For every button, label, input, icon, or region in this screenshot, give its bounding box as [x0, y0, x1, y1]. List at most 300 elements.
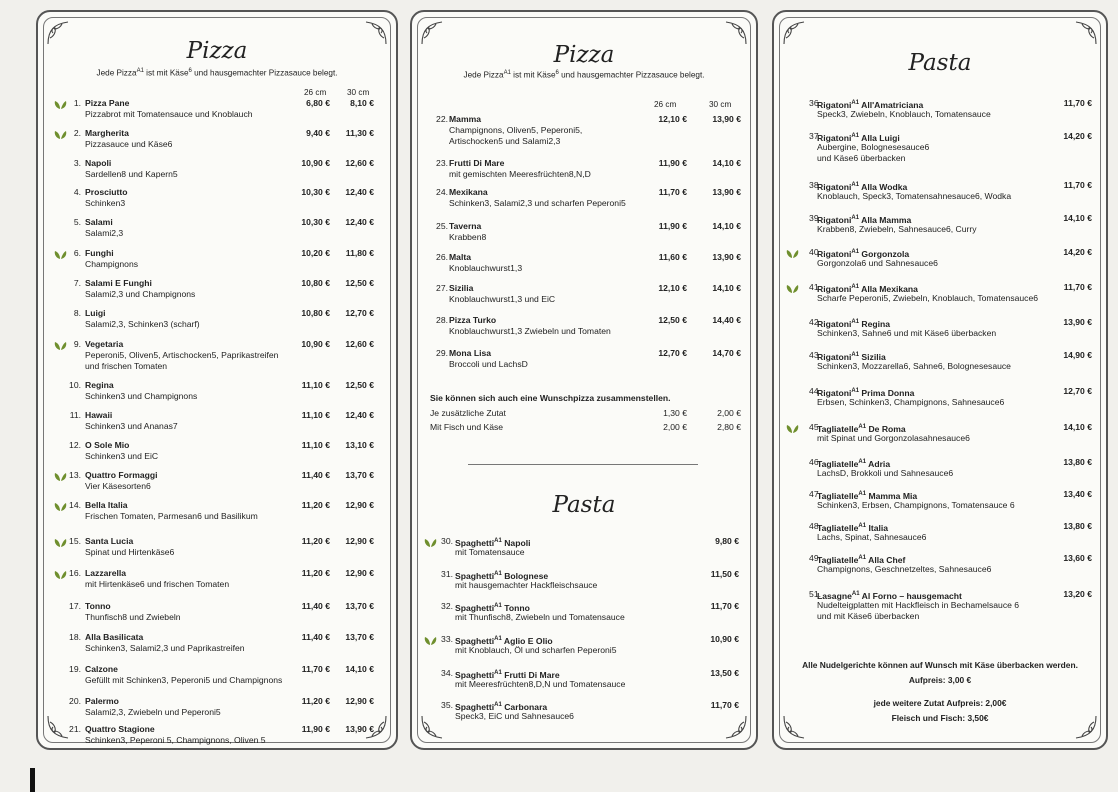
price-26cm: 10,90 €	[301, 339, 330, 349]
item-number: 49.	[809, 553, 821, 563]
ornament-icon	[782, 20, 808, 46]
item-number: 2.	[73, 128, 81, 138]
item-name: Spaghetti$^{A1}$ Aglio E Olio	[455, 635, 553, 646]
menu-item	[774, 282, 1106, 312]
item-description: Speck3, Zwiebeln, Knoblauch, Tomatensauce	[817, 109, 991, 119]
item-description: Knoblauch, Speck3, Tomatensahnesauce6, Wodka	[817, 191, 1012, 201]
price-26cm: 6,80 €	[306, 98, 330, 108]
price: 13,50 €	[710, 668, 739, 678]
item-number: 43.	[809, 350, 821, 360]
menu-item	[774, 553, 1106, 583]
price-30cm: 13,90 €	[345, 724, 374, 734]
item-description: Spinat und Hirtenkäse6	[85, 547, 175, 557]
item-number: 16.	[69, 568, 81, 578]
item-name: Prosciutto	[85, 187, 128, 197]
price-26cm: 9,40 €	[306, 128, 330, 138]
price-26cm: 11,10 €	[301, 440, 330, 450]
item-name: Spaghetti$^{A1}$ Tonno	[455, 602, 530, 613]
item-description: Salami2,3	[85, 228, 124, 238]
item-name: Spaghetti$^{A1}$ Frutti Di Mare	[455, 669, 560, 680]
price-26cm: 11,40 €	[301, 632, 330, 642]
size-header-26: 26 cm	[304, 88, 327, 97]
item-name: Regina	[85, 380, 114, 390]
menu-item	[774, 350, 1106, 380]
item-description: Schinken3, Erbsen, Champignons, Tomatensauce 6	[817, 500, 1015, 510]
menu-item	[412, 634, 756, 664]
menu-item	[412, 668, 756, 698]
item-description: Schinken3, Peperoni 5, Champignons, Oliven 5	[85, 735, 266, 745]
item-name: Bella Italia	[85, 500, 128, 510]
menu-subtitle: Jede Pizza$^{A1}$ ist mit Käse$^6$ und hausgemachter Pizzasauce belegt.	[96, 68, 338, 78]
price-30cm: 12,50 €	[345, 380, 374, 390]
price: 13,60 €	[1063, 553, 1092, 563]
price: 13,90 €	[1063, 317, 1092, 327]
item-number: 23.	[436, 158, 448, 168]
section-title-pizza: Pizza	[186, 38, 248, 64]
price-30cm: 14,10 €	[712, 283, 741, 293]
menu-item	[774, 131, 1106, 161]
item-name: Alla Basilicata	[85, 632, 144, 642]
item-number: 12.	[69, 440, 81, 450]
item-number: 11.	[69, 410, 81, 420]
item-name: Salami	[85, 217, 113, 227]
menu-item	[38, 248, 396, 278]
item-number: 28.	[436, 315, 448, 325]
leaf-icon	[786, 424, 799, 434]
price-30cm: 13,70 €	[345, 632, 374, 642]
item-name: Sizilia	[449, 283, 474, 293]
menu-item	[38, 536, 396, 566]
price-30cm: 13,90 €	[712, 114, 741, 124]
item-description: Frischen Tomaten, Parmesan6 und Basilikum	[85, 511, 258, 521]
item-description: Nudelteigplatten mit Hackfleisch in Bechamelsauce 6	[817, 600, 1020, 610]
item-number: 8.	[73, 308, 81, 318]
item-description: Artischocken5 und Salami2,3	[449, 136, 561, 146]
item-number: 3.	[73, 158, 81, 168]
menu-item	[774, 422, 1106, 452]
price-26cm: 11,20 €	[301, 500, 330, 510]
price-30cm: 11,30 €	[345, 128, 374, 138]
wunschpizza-heading: Sie können sich auch eine Wunschpizza zusammenstellen.	[430, 393, 671, 403]
price: 14,10 €	[1063, 213, 1092, 223]
price: 13,40 €	[1063, 489, 1092, 499]
menu-item	[38, 470, 396, 500]
item-description: LachsD, Brokkoli und Sahnesauce6	[817, 468, 954, 478]
section-title-pasta: Pasta	[552, 492, 616, 518]
item-description: Schinken3 und Champignons	[85, 391, 198, 401]
price-26cm: 10,20 €	[301, 248, 330, 258]
price-26cm: 12,10 €	[658, 114, 687, 124]
extra-price-30cm: 2,80 €	[717, 422, 741, 432]
item-name: Tagliatelle$^{A1}$ De Roma	[817, 423, 906, 434]
price: 13,80 €	[1063, 521, 1092, 531]
menu-item	[38, 308, 396, 338]
item-description: mit Spinat und Gorgonzolasahnesauce6	[817, 433, 970, 443]
item-name: Rigatoni$^{A1}$ Alla Wodka	[817, 181, 908, 192]
item-description: Gorgonzola6 und Sahnesauce6	[817, 258, 938, 268]
menu-item	[412, 221, 756, 251]
price-30cm: 12,90 €	[345, 568, 374, 578]
price: 11,70 €	[710, 700, 739, 710]
item-number: 4.	[73, 187, 81, 197]
item-name: Pizza Pane	[85, 98, 130, 108]
menu-item	[38, 500, 396, 530]
price-26cm: 11,90 €	[658, 158, 687, 168]
price-30cm: 14,70 €	[712, 348, 741, 358]
item-name: Quattro Stagione	[85, 724, 155, 734]
item-description: Erbsen, Schinken3, Champignons, Sahnesauce6	[817, 397, 1005, 407]
price-30cm: 13,70 €	[345, 601, 374, 611]
item-number: 30.	[441, 536, 453, 546]
item-name: Tagliatelle$^{A1}$ Adria	[817, 458, 891, 469]
menu-item	[38, 128, 396, 158]
menu-item	[774, 247, 1106, 277]
item-description: Champignons, Geschnetzeltes, Sahnesauce6	[817, 564, 992, 574]
price-26cm: 10,30 €	[301, 217, 330, 227]
item-name: Spaghetti$^{A1}$ Napoli	[455, 537, 531, 548]
price: 14,20 €	[1063, 131, 1092, 141]
price-26cm: 11,40 €	[301, 601, 330, 611]
price-26cm: 10,80 €	[301, 308, 330, 318]
item-number: 39.	[809, 213, 821, 223]
item-description: und mit Käse6 überbacken	[817, 611, 920, 621]
price-26cm: 11,70 €	[301, 664, 330, 674]
menu-item	[412, 601, 756, 631]
menu-item	[38, 217, 396, 247]
item-description: mit Knoblauch, Öl und scharfen Peperoni5	[455, 645, 617, 655]
item-name: Luigi	[85, 308, 106, 318]
item-description: Knoblauchwurst1,3 und EiC	[449, 294, 556, 304]
item-number: 31.	[441, 569, 453, 579]
price: 11,70 €	[1063, 282, 1092, 292]
menu-panel-pizza-pasta	[410, 10, 758, 750]
item-number: 37.	[809, 131, 821, 141]
price-26cm: 12,10 €	[658, 283, 687, 293]
item-name: Frutti Di Mare	[449, 158, 505, 168]
price-26cm: 11,20 €	[301, 696, 330, 706]
item-description: mit Meeresfrüchten8,D,N und Tomatensauce	[455, 679, 626, 689]
leaf-icon	[786, 249, 799, 259]
menu-item	[412, 158, 756, 188]
menu-item	[412, 700, 756, 730]
price-30cm: 12,60 €	[345, 339, 374, 349]
item-number: 1.	[73, 98, 81, 108]
menu-item	[412, 536, 756, 566]
item-number: 36.	[809, 98, 821, 108]
item-name: Mexikana	[449, 187, 488, 197]
price-30cm: 12,90 €	[345, 500, 374, 510]
item-name: Margherita	[85, 128, 129, 138]
item-name: Hawaii	[85, 410, 113, 420]
item-description: Speck3, EiC und Sahnesauce6	[455, 711, 574, 721]
item-description: Knoblauchwurst1,3	[449, 263, 523, 273]
pasta-note: jede weitere Zutat Aufpreis: 2,00€	[873, 698, 1007, 708]
extra-label: Je zusätzliche Zutat	[430, 408, 506, 418]
price-30cm: 12,90 €	[345, 696, 374, 706]
price-30cm: 12,60 €	[345, 158, 374, 168]
item-description: Krabben8, Zwiebeln, Sahnesauce6, Curry	[817, 224, 977, 234]
menu-panel-pizza-1	[36, 10, 398, 750]
item-name: O Sole Mio	[85, 440, 130, 450]
item-name: Palermo	[85, 696, 119, 706]
item-description: Schinken3, Salami2,3 und Paprikastreifen	[85, 643, 245, 653]
price-30cm: 8,10 €	[350, 98, 374, 108]
item-number: 17.	[69, 601, 81, 611]
item-name: Rigatoni$^{A1}$ Alla Luigi	[817, 132, 900, 143]
item-name: Mamma	[449, 114, 481, 124]
price-30cm: 12,40 €	[345, 217, 374, 227]
item-number: 25.	[436, 221, 448, 231]
price-30cm: 12,90 €	[345, 536, 374, 546]
item-name: Spaghetti$^{A1}$ Bolognese	[455, 570, 549, 581]
menu-item	[774, 98, 1106, 128]
price-26cm: 11,10 €	[301, 380, 330, 390]
item-name: Funghi	[85, 248, 114, 258]
price-26cm: 11,10 €	[301, 410, 330, 420]
item-description: mit gemischten Meeresfrüchten8,N,D	[449, 169, 591, 179]
size-header-30: 30 cm	[709, 100, 732, 109]
item-number: 34.	[441, 668, 453, 678]
item-number: 5.	[73, 217, 81, 227]
price: 11,70 €	[1063, 180, 1092, 190]
item-description: und Käse6 überbacken	[817, 153, 906, 163]
section-title-pizza: Pizza	[553, 42, 615, 68]
item-number: 13.	[69, 470, 81, 480]
menu-panel-pasta	[772, 10, 1108, 750]
item-number: 29.	[436, 348, 448, 358]
item-name: Rigatoni$^{A1}$ All'Amatriciana	[817, 99, 924, 110]
price-26cm: 10,80 €	[301, 278, 330, 288]
menu-item	[774, 489, 1106, 519]
item-description: mit Thunfisch8, Zwiebeln und Tomatensauce	[455, 612, 625, 622]
price-30cm: 13,10 €	[345, 440, 374, 450]
item-description: Thunfisch8 und Zwiebeln	[85, 612, 181, 622]
menu-item	[412, 348, 756, 378]
item-name: Rigatoni$^{A1}$ Sizilia	[817, 351, 886, 362]
item-number: 21.	[69, 724, 81, 734]
price: 14,90 €	[1063, 350, 1092, 360]
extra-price-26cm: 2,00 €	[663, 422, 687, 432]
item-name: Napoli	[85, 158, 112, 168]
item-description: Vier Käsesorten6	[85, 481, 151, 491]
item-name: Spaghetti$^{A1}$ Carbonara	[455, 701, 548, 712]
item-description: Schinken3	[85, 198, 126, 208]
price-30cm: 12,40 €	[345, 187, 374, 197]
item-description: Schinken3, Sahne6 und mit Käse6 überbacken	[817, 328, 997, 338]
item-number: 15.	[69, 536, 81, 546]
menu-item	[38, 632, 396, 662]
price-30cm: 13,90 €	[712, 187, 741, 197]
item-number: 10.	[69, 380, 81, 390]
item-description: Broccoli und LachsD	[449, 359, 528, 369]
item-number: 48.	[809, 521, 821, 531]
item-number: 6.	[73, 248, 81, 258]
item-description: Scharfe Peperoni5, Zwiebeln, Knoblauch, Tomatensauce6	[817, 293, 1039, 303]
price-26cm: 11,70 €	[658, 187, 687, 197]
price-30cm: 14,10 €	[712, 221, 741, 231]
price-26cm: 11,20 €	[301, 536, 330, 546]
size-header-26: 26 cm	[654, 100, 677, 109]
item-number: 42.	[809, 317, 821, 327]
item-number: 44.	[809, 386, 821, 396]
size-header-30: 30 cm	[347, 88, 370, 97]
item-description: Salami2,3, Zwiebeln und Peperoni5	[85, 707, 221, 717]
price-26cm: 10,90 €	[301, 158, 330, 168]
extra-price-30cm: 2,00 €	[717, 408, 741, 418]
menu-item	[774, 589, 1106, 619]
item-name: Tagliatelle$^{A1}$ Alla Chef	[817, 554, 906, 565]
item-name: Lazzarella	[85, 568, 127, 578]
item-number: 24.	[436, 187, 448, 197]
price-26cm: 11,90 €	[658, 221, 687, 231]
item-description: Pizzabrot mit Tomatensauce und Knoblauch	[85, 109, 253, 119]
menu-item	[774, 386, 1106, 416]
menu-item	[38, 696, 396, 726]
item-name: Lasagne$^{A1}$ Al Forno – hausgemacht	[817, 590, 962, 601]
item-description: Salami2,3, Schinken3 (scharf)	[85, 319, 200, 329]
price-30cm: 14,10 €	[712, 158, 741, 168]
item-name: Quattro Formaggi	[85, 470, 158, 480]
item-name: Rigatoni$^{A1}$ Alla Mamma	[817, 214, 912, 225]
pasta-note: Fleisch und Fisch: 3,50€	[891, 713, 989, 723]
menu-item	[38, 601, 396, 631]
item-description: Schinken3 und Ananas7	[85, 421, 178, 431]
leaf-icon	[786, 284, 799, 294]
item-number: 27.	[436, 283, 448, 293]
item-number: 7.	[73, 278, 81, 288]
menu-item	[38, 568, 396, 598]
item-name: Mona Lisa	[449, 348, 492, 358]
price: 12,70 €	[1063, 386, 1092, 396]
price-30cm: 13,90 €	[712, 252, 741, 262]
menu-item	[412, 569, 756, 599]
item-description: Schinken3 und EiC	[85, 451, 159, 461]
item-number: 22.	[436, 114, 448, 124]
price-26cm: 11,40 €	[301, 470, 330, 480]
price-30cm: 13,70 €	[345, 470, 374, 480]
price-30cm: 12,70 €	[345, 308, 374, 318]
price: 10,90 €	[710, 634, 739, 644]
item-number: 46.	[809, 457, 821, 467]
item-description: Krabben8	[449, 232, 487, 242]
item-number: 47.	[809, 489, 821, 499]
item-name: Tonno	[85, 601, 111, 611]
scan-mark	[30, 768, 35, 792]
menu-item	[38, 187, 396, 217]
item-name: Salami E Funghi	[85, 278, 152, 288]
item-number: 9.	[73, 339, 81, 349]
menu-item	[412, 252, 756, 282]
extra-price-26cm: 1,30 €	[663, 408, 687, 418]
item-number: 51.	[809, 589, 821, 599]
item-number: 40.	[809, 247, 821, 257]
item-name: Pizza Turko	[449, 315, 497, 325]
item-name: Rigatoni$^{A1}$ Prima Donna	[817, 387, 915, 398]
price-30cm: 12,50 €	[345, 278, 374, 288]
menu-item	[774, 457, 1106, 487]
price-30cm: 14,40 €	[712, 315, 741, 325]
item-description: Schinken3, Salami2,3 und scharfen Peperoni5	[449, 198, 626, 208]
price: 13,80 €	[1063, 457, 1092, 467]
item-description: Lachs, Spinat, Sahnesauce6	[817, 532, 927, 542]
item-description: mit hausgemachter Hackfleischsauce	[455, 580, 598, 590]
item-name: Tagliatelle$^{A1}$ Italia	[817, 522, 889, 533]
item-description: Aubergine, Bolognesesauce6	[817, 142, 930, 152]
menu-item	[412, 187, 756, 217]
item-number: 38.	[809, 180, 821, 190]
price: 11,50 €	[710, 569, 739, 579]
item-number: 19.	[69, 664, 81, 674]
price: 9,80 €	[715, 536, 739, 546]
pasta-note: Alle Nudelgerichte können auf Wunsch mit Käse überbacken werden.	[802, 660, 1078, 670]
item-description: mit Tomatensauce	[455, 547, 525, 557]
item-description: Gefüllt mit Schinken3, Peperoni5 und Champignons	[85, 675, 283, 685]
item-number: 33.	[441, 634, 453, 644]
item-description: Champignons	[85, 259, 139, 269]
price-26cm: 11,60 €	[658, 252, 687, 262]
menu-item	[412, 114, 756, 144]
extra-label: Mit Fisch und Käse	[430, 422, 504, 432]
price: 11,70 €	[1063, 98, 1092, 108]
item-number: 18.	[69, 632, 81, 642]
menu-item	[38, 98, 396, 128]
section-divider	[468, 464, 698, 465]
menu-item	[774, 180, 1106, 210]
item-number: 20.	[69, 696, 81, 706]
price: 14,20 €	[1063, 247, 1092, 257]
price-30cm: 11,80 €	[345, 248, 374, 258]
price-30cm: 14,10 €	[345, 664, 374, 674]
item-number: 26.	[436, 252, 448, 262]
section-title-pasta: Pasta	[908, 50, 972, 76]
item-name: Rigatoni$^{A1}$ Gorgonzola	[817, 248, 910, 259]
menu-item	[774, 317, 1106, 347]
menu-item	[38, 664, 396, 694]
item-name: Malta	[449, 252, 471, 262]
menu-subtitle: Jede Pizza$^{A1}$ ist mit Käse$^6$ und hausgemachter Pizzasauce belegt.	[463, 70, 705, 80]
price: 14,10 €	[1063, 422, 1092, 432]
item-name: Vegetaria	[85, 339, 124, 349]
menu-item	[38, 440, 396, 470]
item-number: 14.	[69, 500, 81, 510]
item-number: 41.	[809, 282, 821, 292]
item-number: 32.	[441, 601, 453, 611]
menu-item	[412, 315, 756, 345]
item-description: Pizzasauce und Käse6	[85, 139, 173, 149]
item-description: und frischen Tomaten	[85, 361, 168, 371]
menu-item	[38, 278, 396, 308]
item-description: Salami2,3 und Champignons	[85, 289, 196, 299]
menu-item	[774, 521, 1106, 551]
item-description: Knoblauchwurst1,3 Zwiebeln und Tomaten	[449, 326, 611, 336]
price-26cm: 10,30 €	[301, 187, 330, 197]
item-description: Sardellen8 und Kapern5	[85, 169, 178, 179]
item-name: Rigatoni$^{A1}$ Alla Mexikana	[817, 283, 918, 294]
item-description: Schinken3, Mozzarella6, Sahne6, Bolognesesauce	[817, 361, 1011, 371]
price-26cm: 11,20 €	[301, 568, 330, 578]
item-description: Champignons, Oliven5, Peperoni5,	[449, 125, 583, 135]
price: 11,70 €	[710, 601, 739, 611]
menu-item	[38, 380, 396, 410]
price-26cm: 12,70 €	[658, 348, 687, 358]
item-name: Rigatoni$^{A1}$ Regina	[817, 318, 891, 329]
item-name: Tagliatelle$^{A1}$ Mamma Mia	[817, 490, 918, 501]
item-description: mit Hirtenkäse6 und frischen Tomaten	[85, 579, 230, 589]
item-number: 35.	[441, 700, 453, 710]
item-name: Taverna	[449, 221, 482, 231]
price-26cm: 12,50 €	[658, 315, 687, 325]
item-description: Peperoni5, Oliven5, Artischocken5, Paprikastreifen	[85, 350, 279, 360]
